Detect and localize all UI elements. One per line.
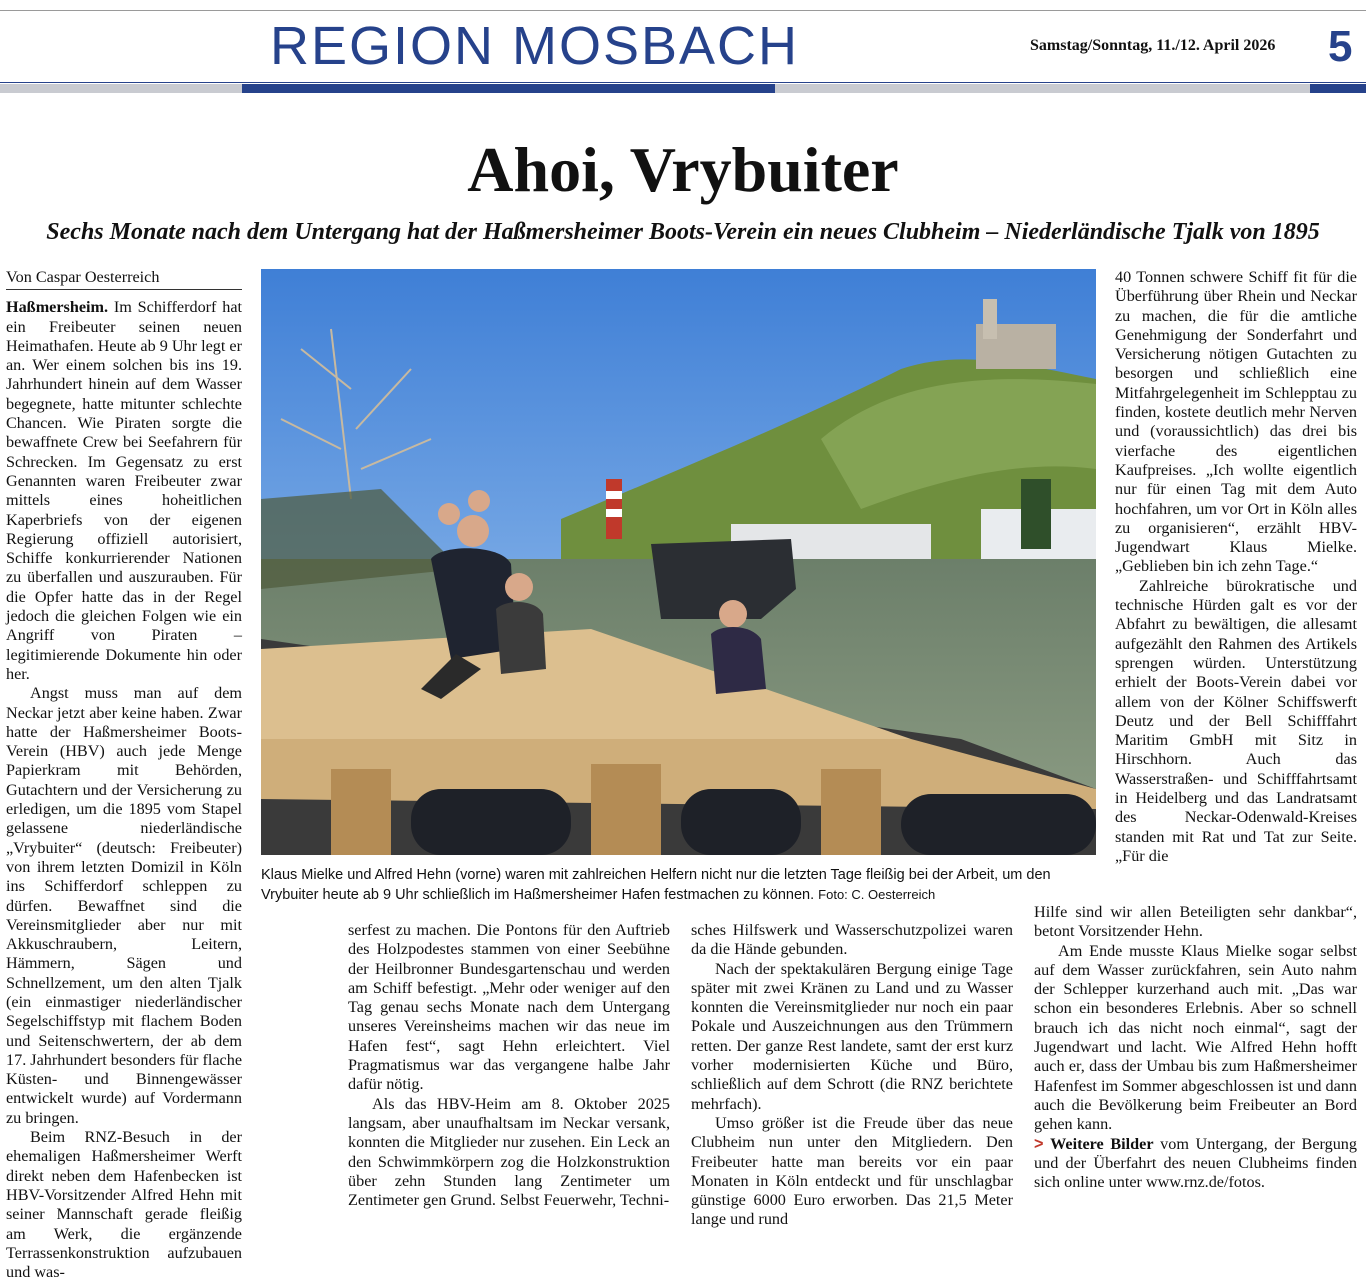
issue-date: Samstag/Sonntag, 11./12. April 2026 [1030, 37, 1276, 54]
paragraph: Als das HBV-Heim am 8. Oktober 2025 langsam, aber unaufhaltsam im Neckar versank, konnten die Mitglieder nur zusehen. Ein Leck an den Schwimmkörpern zog die Holzkonstruktion über zehn Stunden lang Zentimeter um Zentimeter gen Grund. Selbst Feuerwehr, Techni- [348, 1094, 670, 1210]
header-bar-grey-right [775, 84, 1310, 93]
paragraph: Am Ende musste Klaus Mielke sogar selbst auf dem Wasser zurückfahren, sein Auto nahm der Schlepper kurzerhand auch mit. „Das war schon ein besonderes Erlebnis. Aber so schnell brauch ich das nicht noch einmal“, sagt der Jugendwart und lacht. Wie Alfred Hehn hofft auch er, dass der Umbau bis zum Haßmersheimer Hafenfest im Sommer abgeschlossen ist und dann auch die Bevölkerung beim Freibeuter an Bord gehen kann. [1034, 941, 1357, 1134]
section-title: REGION MOSBACH [270, 16, 800, 76]
more-pictures-text: vom Untergang, der Bergung und der Überfahrt des neuen Clubheims finden sich online unter www.rnz.de/fotos. [1034, 1134, 1357, 1192]
text-column-4-lower [1034, 903, 1357, 1192]
text-column-2 [348, 921, 670, 1210]
top-rule [0, 10, 1366, 11]
more-marker-icon: > [1034, 1134, 1044, 1153]
photo-credit: Foto: C. Oesterreich [818, 887, 936, 902]
paragraph-text: Im Schifferdorf hat ein Freibeuter seinen neuen Heimathafen. Heute ab 9 Uhr legt er an. Wer einem solchen bis ins 19. Jahrhundert hinein auf dem Wasser begegnete, hatte mitunter schlechte Chancen. Wie Piraten sorgte die bewaffnete Crew bei Seefahrern für Schrecken. Im Gegensatz zu erst Genannten waren Freibeuter zwar mittels eines hoheitlichen Kaperbriefs von der eigenen Regierung offiziell autorisiert, Schiffe konkurrierender Nationen zu überfallen und auszurauben. Für die Opfer hatte das in der Regel jedoch die gleichen Folgen wie ein Angriff von Piraten – legitimierende Dokumente hin oder her. [6, 298, 243, 683]
photo-caption [261, 866, 1101, 905]
header-bar-grey-left [0, 84, 242, 93]
page-number: 5 [1328, 22, 1353, 71]
article-photo [261, 269, 1096, 855]
header-bar-blue-right [1310, 84, 1366, 93]
paragraph: serfest zu machen. Die Pontons für den Auftrieb des Holzpodestes stammen von einer Seebühne der Heilbronner Bundesgartenschau und werden am Schiff befestigt. „Mehr oder weniger auf den Tag genau sechs Monate nach dem Untergang unseres Vereinsheims machen wir das neue im Hafen fest“, sagt Hehn erleichtert. Viel Pragmatismus war das vergangene halbe Jahr dafür nötig. [348, 921, 670, 1094]
text-column-4-upper [1115, 268, 1357, 866]
byline: Von Caspar Oesterreich [6, 268, 242, 290]
paragraph: Umso größer ist die Freude über das neue Clubheim nun unter den Mitgliedern. Den Freibeuter hatte man bereits vor ein paar Monaten in Köln entdeckt und für unschlagbar günstige 6000 Euro erworben. Das 21,5 Meter lange und rund [691, 1113, 1013, 1229]
article-headline: Ahoi, Vrybuiter [467, 134, 899, 205]
paragraph: Angst muss man auf dem Neckar jetzt aber keine haben. Zwar hatte der Haßmersheimer Boots-Verein (HBV) auch jede Menge Papierkram mit Behörden, Gutachtern und der Versicherung zu erledigen, um die 1895 vom Stapel gelassene niederländische „Vrybuiter“ (deutsch: Freibeuter) von ihrem letzten Domizil in Köln ins Schifferdorf schleppen zu dürfen. Bewaffnet sind die Vereinsmitglieder aber nur mit Akkuschraubern, Leitern, Hämmern, Sägen und Schnellzement, um den alten Tjalk (ein einmastiger niederländischer Segelschiffstyp mit flachem Boden und Seitenschwertern, der ab dem 17. Jahrhundert besonders für flache Küsten- und Binnengewässer entwickelt wurde) auf Vordermann zu bringen. [6, 684, 242, 1127]
more-pictures-label: Weitere Bilder [1050, 1134, 1154, 1153]
header-bar-blue [242, 84, 775, 93]
paragraph: 40 Tonnen schwere Schiff fit für die Überführung über Rhein und Neckar zu machen, die für die amtliche Genehmigung der Sonderfahrt und Versicherung nötigen Gutachten zu besorgen und schließlich eine Mitfahrgelegenheit im Schlepptau zu finden, kostete deutlich mehr Nerven und (voraussichtlich) das drei bis vierfache des eigentlichen Kaufpreises. „Ich wollte eigentlich nur für einen Tag mit dem Auto hochfahren, um vor Ort in Köln alles zu organisieren“, erzählt HBV-Jugendwart Klaus Mielke. „Geblieben bin ich zehn Tage.“ [1115, 268, 1357, 576]
text-column-3 [691, 921, 1013, 1230]
paragraph: sches Hilfswerk und Wasserschutzpolizei waren da die Hände gebunden. [691, 921, 1013, 959]
paragraph [6, 298, 242, 684]
photo-illustration [261, 269, 1096, 855]
text-column-1 [6, 268, 242, 1282]
header-rule [0, 82, 1366, 83]
caption-text: Klaus Mielke und Alfred Hehn (vorne) waren mit zahlreichen Helfern nicht nur die letzten Tage fleißig bei der Arbeit, um den Vrybuiter heute ab 9 Uhr schließlich im Haßmersheimer Hafen festmachen zu können. [261, 867, 1051, 903]
paragraph: Hilfe sind wir allen Beteiligten sehr dankbar“, betont Vorsitzender Hehn. [1034, 903, 1357, 941]
article-subheadline: Sechs Monate nach dem Untergang hat der Haßmersheimer Boots-Verein ein neues Clubheim – Niederländische Tjalk von 1895 [46, 219, 1320, 245]
paragraph: Beim RNZ-Besuch in der ehemaligen Haßmersheimer Werft direkt neben dem Hafenbecken ist HBV-Vorsitzender Alfred Hehn mit seiner Mannschaft gerade fleißig am Werk, die ergänzende Terrassenkonstruktion aufzubauen und was- [6, 1128, 242, 1282]
paragraph: Nach der spektakulären Bergung einige Tage später mit zwei Kränen zu Land und zu Wasser konnten die Vereinsmitglieder nur noch ein paar Pokale und Auszeichnungen aus den Trümmern retten. Der ganze Rest landete, samt der erst kurz vorher modernisierten Küche und Büro, schließlich auf dem Schrott (die RNZ berichtete mehrfach). [691, 959, 1013, 1113]
more-pictures-note [1034, 1135, 1357, 1193]
paragraph: Zahlreiche bürokratische und technische Hürden galt es vor der Abfahrt zu bewältigen, die allesamt aufgezählt den Rahmen des Artikels sprengen würden. Unterstützung erhielt der Boots-Verein dabei vor allem von der Kölner Schiffswerft Deutz und der Bell Schifffahrt Maritim GmbH mit Sitz in Hirschhorn. Auch das Wasserstraßen- und Schifffahrtsamt in Heidelberg und das Landratsamt des Neckar-Odenwald-Kreises standen mit Rat und Tat zur Seite. „Für die [1115, 576, 1357, 865]
dateline: Haßmersheim. [6, 298, 109, 317]
